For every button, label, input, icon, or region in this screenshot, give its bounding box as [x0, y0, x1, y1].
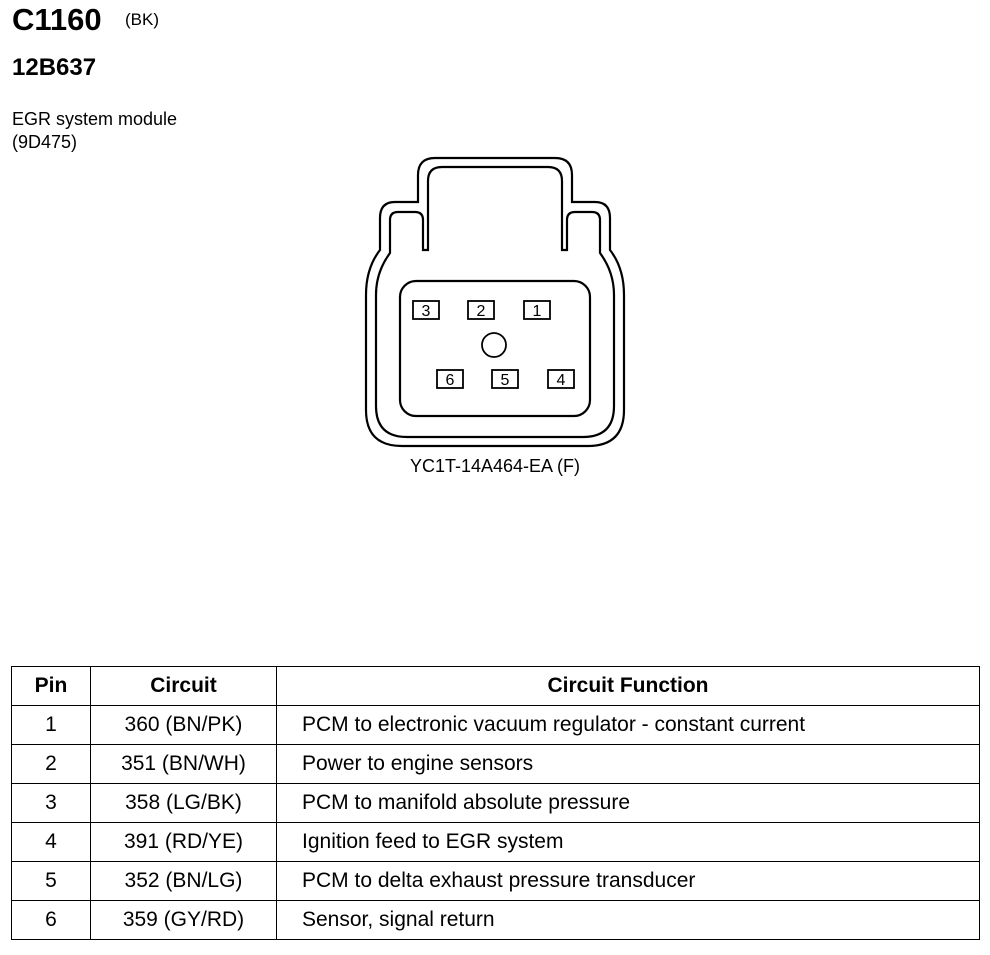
- function-cell: Ignition feed to EGR system: [277, 823, 980, 862]
- pin-cell: 3: [12, 784, 91, 823]
- component-description: [12, 108, 177, 154]
- connector-color-code: (BK): [125, 10, 159, 29]
- circuit-cell: 360 (BN/PK): [91, 706, 277, 745]
- table-header-row: [12, 667, 980, 706]
- part-number: 12B637: [12, 54, 97, 81]
- circuit-cell: 359 (GY/RD): [91, 901, 277, 940]
- pin-2-label: 2: [476, 303, 486, 320]
- table-row: [12, 784, 980, 823]
- pin-cell: 4: [12, 823, 91, 862]
- table-row: [12, 706, 980, 745]
- circuit-cell: 352 (BN/LG): [91, 862, 277, 901]
- description-line-1: EGR system module: [12, 109, 178, 129]
- pin-5-label: 5: [500, 372, 510, 389]
- header-circuit: Circuit: [91, 667, 277, 706]
- pin-cell: 1: [12, 706, 91, 745]
- circuit-cell: 358 (LG/BK): [91, 784, 277, 823]
- header-circuit-function: Circuit Function: [277, 667, 980, 706]
- connector-part-number: YC1T-14A464-EA (F): [409, 456, 581, 476]
- pin-4-label: 4: [556, 372, 566, 389]
- pin-3-label: 3: [421, 303, 431, 320]
- table-row: [12, 862, 980, 901]
- function-cell: Power to engine sensors: [277, 745, 980, 784]
- pin-cell: 2: [12, 745, 91, 784]
- polarizing-key: [482, 333, 506, 357]
- connector-inner-shell: [376, 167, 614, 437]
- table-row: [12, 745, 980, 784]
- connector-face-diagram: [360, 150, 630, 455]
- header-pin: Pin: [12, 667, 91, 706]
- description-line-2: (9D475): [12, 132, 78, 152]
- connector-outer-shell: [366, 158, 624, 446]
- table-row: [12, 901, 980, 940]
- pin-1-label: 1: [532, 303, 542, 320]
- function-cell: PCM to electronic vacuum regulator - constant current: [277, 706, 980, 745]
- function-cell: Sensor, signal return: [277, 901, 980, 940]
- function-cell: PCM to delta exhaust pressure transducer: [277, 862, 980, 901]
- pin-cell: 6: [12, 901, 91, 940]
- circuit-cell: 391 (RD/YE): [91, 823, 277, 862]
- function-cell: PCM to manifold absolute pressure: [277, 784, 980, 823]
- table-row: [12, 823, 980, 862]
- circuit-cell: 351 (BN/WH): [91, 745, 277, 784]
- pinout-table: [11, 666, 980, 940]
- pin-cell: 5: [12, 862, 91, 901]
- pin-6-label: 6: [445, 372, 455, 389]
- connector-id: C1160: [12, 2, 102, 37]
